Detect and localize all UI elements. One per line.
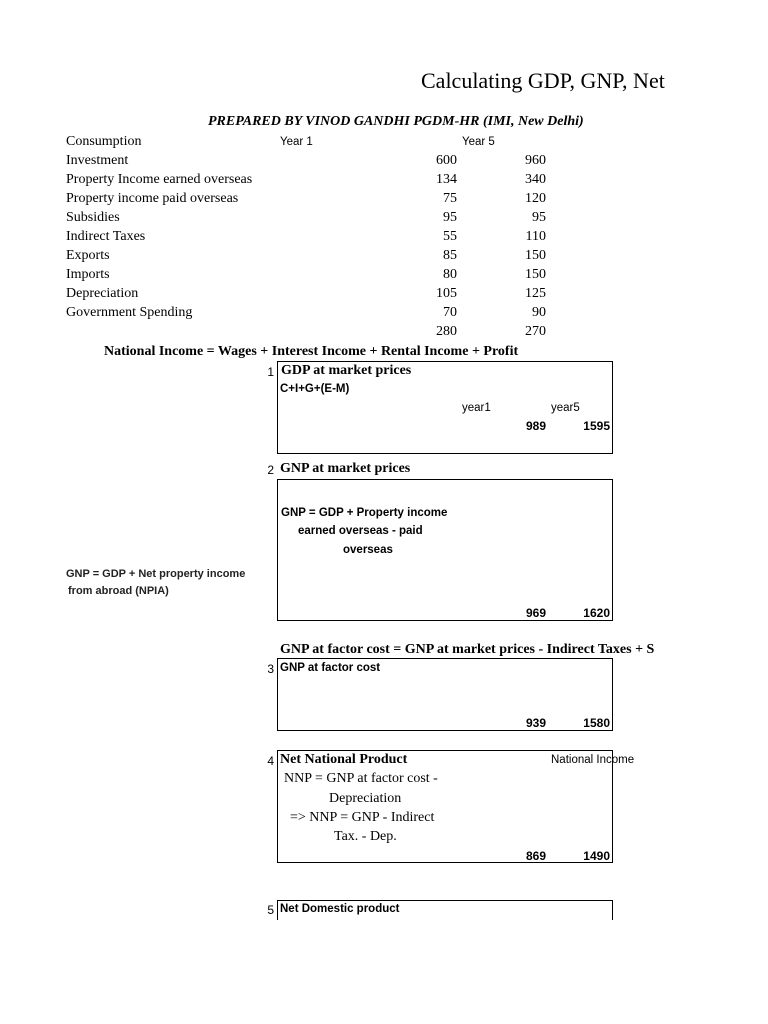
row-value-year5: 150 bbox=[525, 267, 546, 282]
row-label: Property income paid overseas bbox=[66, 191, 239, 206]
nnp-value-year1: 869 bbox=[525, 849, 546, 863]
row-value-year5: 125 bbox=[525, 286, 546, 301]
gdp-formula: C+I+G+(E-M) bbox=[280, 383, 350, 395]
row-value-year1: 134 bbox=[436, 172, 457, 187]
gnp-market-box bbox=[277, 479, 613, 621]
factor-cost-formula: GNP at factor cost = GNP at market prices - Indirect Taxes + S bbox=[280, 642, 655, 657]
row-value-year5: 95 bbox=[532, 210, 546, 225]
gnp-formula-line2: earned overseas - paid bbox=[298, 525, 423, 537]
row-label: Consumption bbox=[66, 134, 142, 149]
row-label: Government Spending bbox=[66, 305, 193, 320]
section-title: GNP at market prices bbox=[280, 461, 411, 476]
row-label: Depreciation bbox=[66, 286, 139, 301]
row-value-year5: 270 bbox=[525, 324, 546, 339]
section-number: 4 bbox=[267, 754, 274, 768]
row-value-year5: 960 bbox=[525, 153, 546, 168]
row-value-year1: 75 bbox=[443, 191, 457, 206]
row-label: Imports bbox=[66, 267, 110, 282]
npia-note-line1: GNP = GDP + Net property income bbox=[66, 568, 246, 580]
national-income-formula: National Income = Wages + Interest Income + Rental Income + Profit bbox=[104, 344, 519, 359]
row-label: Indirect Taxes bbox=[66, 229, 146, 244]
row-label: Subsidies bbox=[66, 210, 120, 225]
row-label: Exports bbox=[66, 248, 110, 263]
column-header-year1: Year 1 bbox=[280, 136, 313, 148]
row-value-year5: 340 bbox=[525, 172, 546, 187]
section-number: 1 bbox=[267, 365, 274, 379]
nnp-formula-line4: Tax. - Dep. bbox=[334, 829, 397, 844]
nnp-value-year5: 1490 bbox=[583, 849, 610, 863]
row-value-year5: 150 bbox=[525, 248, 546, 263]
box-col-year1: year1 bbox=[462, 402, 491, 414]
section-title: Net Domestic product bbox=[280, 903, 400, 915]
row-label: Property Income earned overseas bbox=[66, 172, 253, 187]
gnp-formula-line1: GNP = GDP + Property income bbox=[281, 507, 448, 519]
row-value-year1: 95 bbox=[443, 210, 457, 225]
column-header-year5: Year 5 bbox=[462, 136, 495, 148]
nnp-formula-line2: Depreciation bbox=[329, 791, 402, 806]
section-number: 2 bbox=[267, 463, 274, 477]
page-subtitle: PREPARED BY VINOD GANDHI PGDM-HR (IMI, New Delhi) bbox=[208, 114, 584, 129]
row-value-year1: 280 bbox=[436, 324, 457, 339]
section-number: 3 bbox=[267, 662, 274, 676]
gnp-fc-value-year5: 1580 bbox=[583, 716, 610, 730]
row-value-year1: 85 bbox=[443, 248, 457, 263]
gnp-formula-line3: overseas bbox=[343, 544, 393, 556]
gdp-value-year1: 989 bbox=[525, 419, 546, 433]
gdp-value-year5: 1595 bbox=[583, 419, 610, 433]
section-title: GDP at market prices bbox=[281, 363, 412, 378]
row-value-year1: 105 bbox=[436, 286, 457, 301]
row-value-year5: 90 bbox=[532, 305, 546, 320]
box-col-year5: year5 bbox=[551, 402, 580, 414]
gnp-fc-value-year1: 939 bbox=[525, 716, 546, 730]
nnp-formula-line1: NNP = GNP at factor cost - bbox=[284, 771, 438, 786]
row-label: Investment bbox=[66, 153, 129, 168]
row-value-year1: 55 bbox=[443, 229, 457, 244]
nnp-formula-line3: => NNP = GNP - Indirect bbox=[290, 810, 435, 825]
gnp-value-year5: 1620 bbox=[583, 606, 610, 620]
section-title: Net National Product bbox=[280, 752, 408, 767]
row-value-year1: 80 bbox=[443, 267, 457, 282]
gnp-value-year1: 969 bbox=[525, 606, 546, 620]
row-value-year5: 110 bbox=[525, 229, 546, 244]
section-title: GNP at factor cost bbox=[280, 662, 381, 674]
national-income-label: National Income bbox=[551, 754, 635, 766]
page-title: Calculating GDP, GNP, Net bbox=[421, 68, 665, 93]
row-value-year1: 70 bbox=[443, 305, 457, 320]
row-value-year5: 120 bbox=[525, 191, 546, 206]
row-value-year1: 600 bbox=[436, 153, 457, 168]
section-number: 5 bbox=[267, 903, 274, 917]
npia-note-line2: from abroad (NPIA) bbox=[68, 585, 169, 597]
